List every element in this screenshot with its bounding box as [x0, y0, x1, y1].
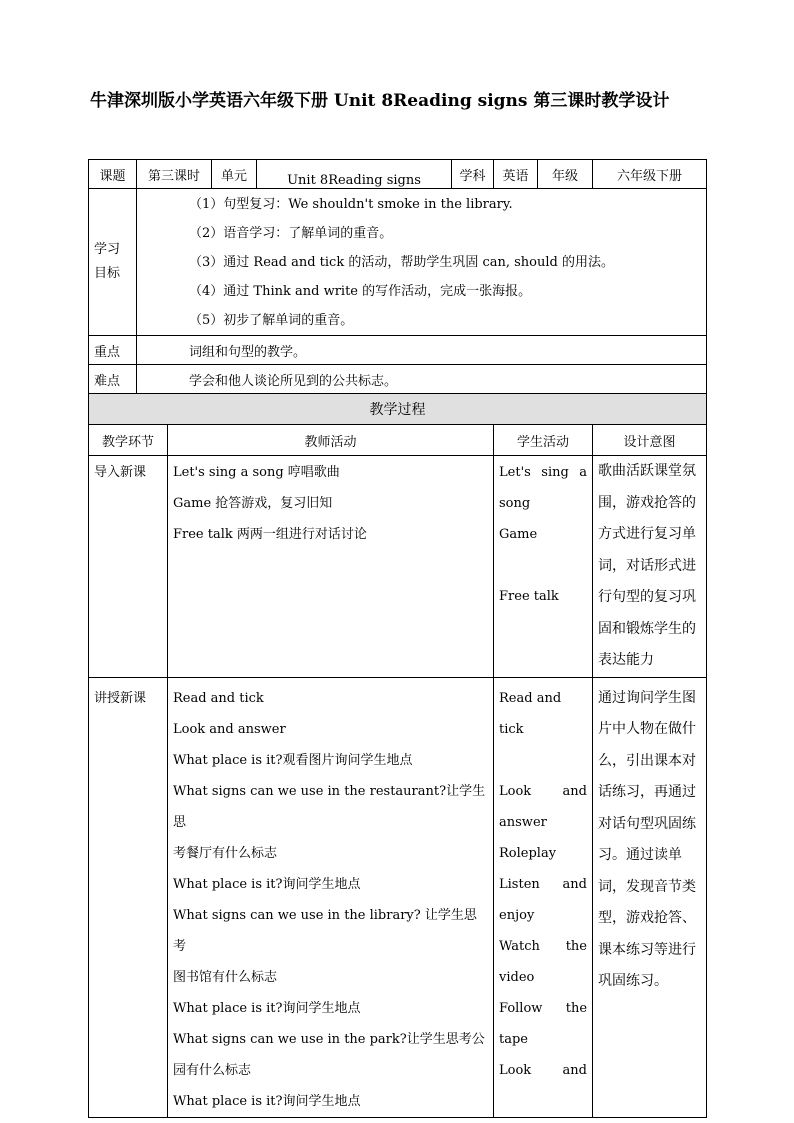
lesson-teacher	[168, 677, 494, 1117]
student-line: Roleplay	[499, 845, 557, 861]
goals-content	[137, 189, 707, 336]
process-title: 教学过程	[89, 394, 707, 425]
key-point-value: 词组和句型的教学。	[137, 336, 707, 365]
difficulty-label: 难点	[89, 365, 137, 394]
difficulty-value: 学会和他人谈论所见到的公共标志。	[137, 365, 707, 394]
topic-label: 课题	[89, 160, 137, 189]
teacher-line: Let's sing a song 哼唱歌曲	[173, 465, 340, 480]
subject-value: 英语	[494, 160, 538, 189]
teacher-line: What place is it?询问学生地点	[173, 1000, 361, 1016]
intro-intent: 歌曲活跃课堂氛围，游戏抢答的方式进行复习单词，对话形式进行句型的复习巩固和锻炼学生的表达能力	[593, 456, 707, 678]
intro-teacher	[168, 456, 494, 678]
teacher-line: What place is it?询问学生地点	[173, 876, 361, 892]
intro-student	[494, 456, 593, 678]
teacher-line: Read and tick	[173, 690, 264, 706]
lesson-row	[89, 677, 707, 1117]
topic-value: 第三课时	[137, 160, 212, 189]
teacher-line: What signs can we use in the park?让学生思考公	[173, 1031, 485, 1047]
teacher-line: What place is it?询问学生地点	[173, 1093, 361, 1109]
student-line: video	[499, 969, 535, 985]
lesson-stage: 讲授新课	[89, 677, 168, 1117]
teacher-line: What place is it?观看图片询问学生地点	[173, 752, 413, 768]
difficulty-row	[89, 365, 707, 394]
teacher-line: Game 抢答游戏，复习旧知	[173, 496, 333, 511]
unit-value: Unit 8Reading signs	[257, 160, 452, 189]
col-student: 学生活动	[494, 425, 593, 456]
student-line: Listen and	[499, 876, 588, 892]
intro-stage: 导入新课	[89, 456, 168, 678]
unit-label: 单元	[212, 160, 257, 189]
document-title: 牛津深圳版小学英语六年级下册 Unit 8Reading signs 第三课时教学设计	[90, 91, 670, 111]
goals-row	[89, 189, 707, 336]
teacher-line: Look and answer	[173, 721, 286, 737]
key-point-row	[89, 336, 707, 365]
lesson-intent: 通过询问学生图片中人物在做什么，引出课本对话练习，再通过对话句型巩固练习。通过读单词，发现音节类型，游戏抢答、课本练习等进行巩固练习。	[593, 677, 707, 1117]
lesson-student	[494, 677, 593, 1117]
goal-item: （5）初步了解单词的重音。	[189, 313, 354, 328]
student-line: enjoy	[499, 907, 535, 923]
student-line: Read and tick	[499, 690, 562, 737]
teacher-line: What signs can we use in the library? 让学生思考	[173, 907, 477, 954]
goal-item: （1）句型复习：We shouldn't smoke in the library.	[189, 197, 513, 212]
student-line	[499, 745, 587, 776]
goals-label-line1: 学习	[94, 242, 121, 257]
process-title-row	[89, 394, 707, 425]
goals-label	[89, 189, 137, 336]
lesson-plan-table	[88, 159, 707, 1118]
student-line: Let's sing a	[499, 465, 588, 480]
student-line: Watch the	[499, 938, 588, 954]
student-line: Game	[499, 527, 538, 542]
student-line: Free talk	[499, 589, 559, 604]
goal-item: （3）通过 Read and tick 的活动，帮助学生巩固 can, should 的用法。	[189, 255, 614, 270]
goal-item: （2）语音学习：了解单词的重音。	[189, 226, 393, 241]
grade-label: 年级	[538, 160, 593, 189]
intro-row	[89, 456, 707, 678]
key-point-label: 重点	[89, 336, 137, 365]
student-line: song	[499, 496, 531, 511]
goals-label-line2: 目标	[94, 266, 121, 281]
goal-item: （4）通过 Think and write 的写作活动，完成一张海报。	[189, 284, 532, 299]
subject-label: 学科	[452, 160, 494, 189]
col-stage: 教学环节	[89, 425, 168, 456]
student-line: Look and	[499, 1062, 588, 1078]
header-row	[89, 160, 707, 189]
student-line: Look and	[499, 783, 588, 799]
process-header-row	[89, 425, 707, 456]
student-line: tape	[499, 1031, 529, 1047]
teacher-line: Free talk 两两一组进行对话讨论	[173, 527, 367, 542]
teacher-line: 园有什么标志	[173, 1062, 252, 1078]
student-line: Follow the	[499, 1000, 588, 1016]
student-line	[499, 550, 587, 581]
col-teacher: 教师活动	[168, 425, 494, 456]
teacher-line: 图书馆有什么标志	[173, 969, 278, 985]
teacher-line: What signs can we use in the restaurant?让学生思	[173, 783, 486, 830]
col-intent: 设计意图	[593, 425, 707, 456]
grade-value: 六年级下册	[593, 160, 707, 189]
student-line: answer	[499, 814, 547, 830]
teacher-line: 考餐厅有什么标志	[173, 845, 278, 861]
